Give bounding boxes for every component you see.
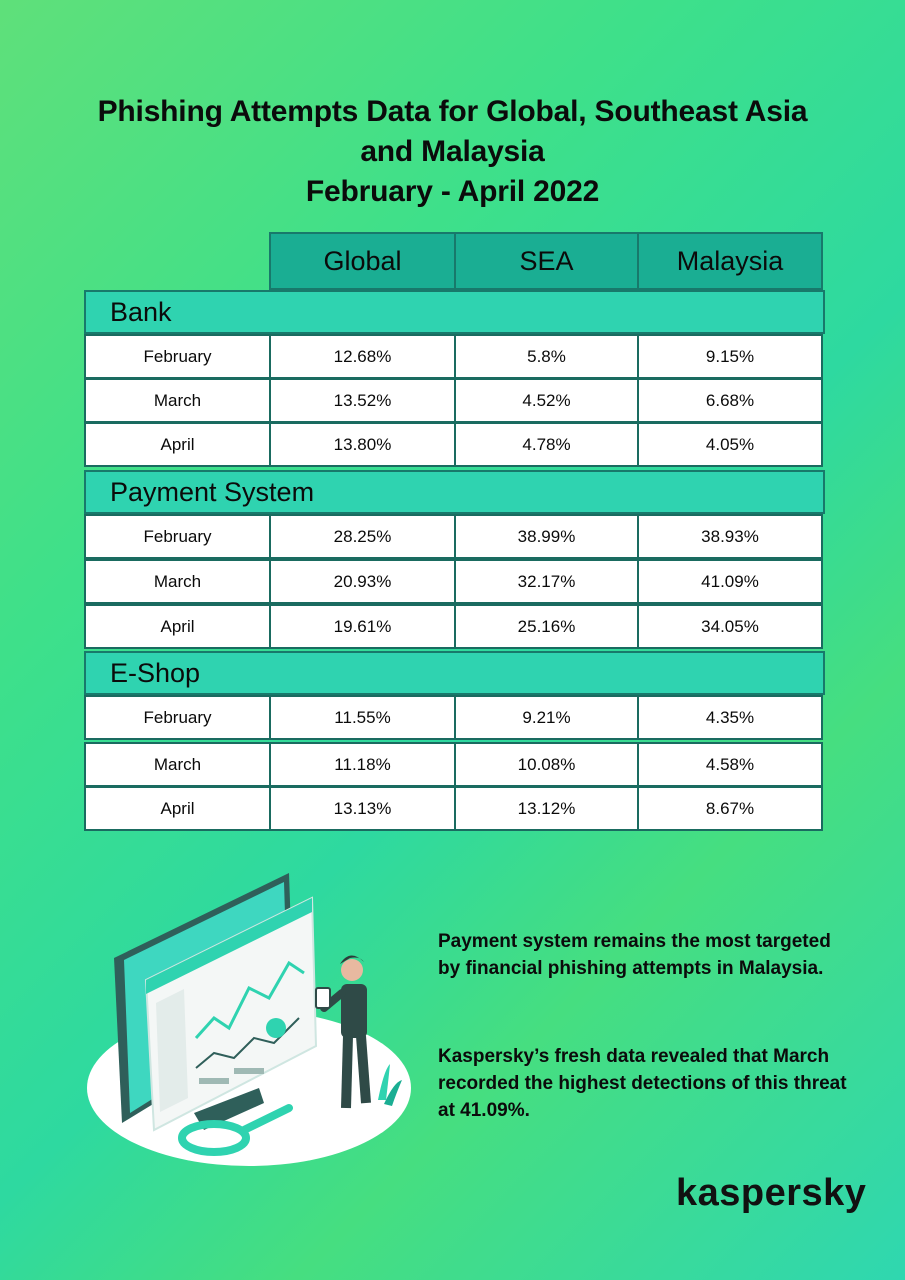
value-cell: 38.99% xyxy=(454,514,639,559)
value-cell: 4.58% xyxy=(637,742,823,787)
phishing-data-table xyxy=(84,232,825,818)
value-cell: 38.93% xyxy=(637,514,823,559)
value-cell: 13.80% xyxy=(269,422,456,467)
value-cell: 11.18% xyxy=(269,742,456,787)
value-cell: 34.05% xyxy=(637,604,823,649)
dashboard-pie-chart xyxy=(266,1018,286,1038)
month-cell: March xyxy=(84,378,271,423)
value-cell: 13.52% xyxy=(269,378,456,423)
month-cell: March xyxy=(84,559,271,604)
month-cell: April xyxy=(84,422,271,467)
dashboard-sidebar xyxy=(156,989,188,1112)
page-title xyxy=(30,92,875,212)
value-cell: 19.61% xyxy=(269,604,456,649)
table-row xyxy=(84,422,821,467)
title-line-3: February - April 2022 xyxy=(305,175,600,208)
value-cell: 10.08% xyxy=(454,742,639,787)
tablet-icon xyxy=(316,988,330,1008)
month-cell: February xyxy=(84,514,271,559)
value-cell: 20.93% xyxy=(269,559,456,604)
value-cell: 11.55% xyxy=(269,695,456,740)
person-head xyxy=(341,959,363,981)
value-cell: 4.05% xyxy=(637,422,823,467)
table-row xyxy=(84,514,821,559)
analyst-with-dashboard-illustration xyxy=(84,868,414,1168)
table-header-row xyxy=(269,232,825,290)
table-row xyxy=(84,334,821,379)
insight-text-1: Payment system remains the most targeted by financial phishing attempts in Malaysia. xyxy=(438,931,831,979)
value-cell: 5.8% xyxy=(454,334,639,379)
column-header-malaysia: Malaysia xyxy=(637,232,823,290)
insight-text-2: Kaspersky’s fresh data revealed that March recorded the highest detections of this threat at 41.09%. xyxy=(438,1046,847,1121)
title-line-2: and Malaysia xyxy=(360,135,545,168)
table-row xyxy=(84,378,821,423)
dashboard-bar xyxy=(199,1078,229,1084)
title-line-1: Phishing Attempts Data for Global, Southeast Asia xyxy=(97,95,808,128)
value-cell: 9.21% xyxy=(454,695,639,740)
category-row-payment-system: Payment System xyxy=(84,470,825,514)
month-cell: March xyxy=(84,742,271,787)
table-row xyxy=(84,559,821,604)
value-cell: 13.12% xyxy=(454,786,639,831)
dashboard-bar xyxy=(234,1068,264,1074)
month-cell: February xyxy=(84,695,271,740)
value-cell: 6.68% xyxy=(637,378,823,423)
value-cell: 4.52% xyxy=(454,378,639,423)
value-cell: 41.09% xyxy=(637,559,823,604)
value-cell: 32.17% xyxy=(454,559,639,604)
value-cell: 13.13% xyxy=(269,786,456,831)
table-row xyxy=(84,786,821,831)
value-cell: 8.67% xyxy=(637,786,823,831)
table-row xyxy=(84,742,821,787)
column-header-sea: SEA xyxy=(454,232,639,290)
value-cell: 4.35% xyxy=(637,695,823,740)
column-header-global: Global xyxy=(269,232,456,290)
value-cell: 4.78% xyxy=(454,422,639,467)
month-cell: April xyxy=(84,604,271,649)
kaspersky-logo: kaspersky xyxy=(676,1172,867,1214)
table-row xyxy=(84,604,821,649)
person-leg-right xyxy=(361,1036,366,1103)
person-leg-left xyxy=(346,1036,348,1108)
table-row xyxy=(84,695,821,740)
month-cell: April xyxy=(84,786,271,831)
value-cell: 9.15% xyxy=(637,334,823,379)
month-cell: February xyxy=(84,334,271,379)
category-row-bank: Bank xyxy=(84,290,825,334)
value-cell: 25.16% xyxy=(454,604,639,649)
category-row-e-shop: E-Shop xyxy=(84,651,825,695)
value-cell: 28.25% xyxy=(269,514,456,559)
value-cell: 12.68% xyxy=(269,334,456,379)
